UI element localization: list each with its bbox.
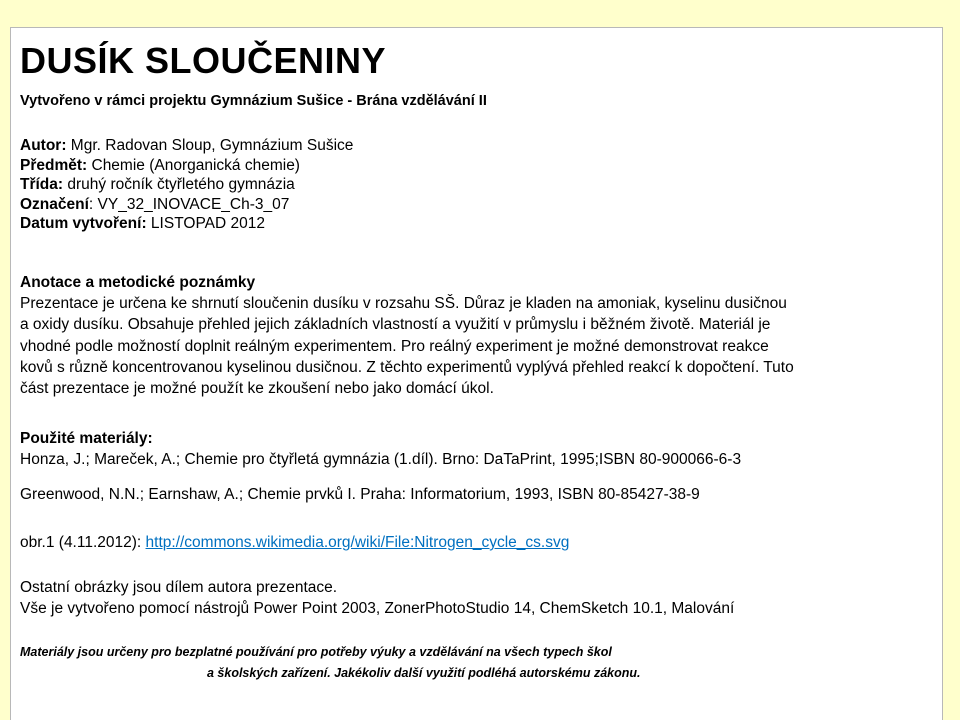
annotation-line: a oxidy dusíku. Obsahuje přehled jejich základních vlastností a využití v průmyslu i běžném životě. Materiál je [20, 316, 771, 334]
page-title: DUSÍK SLOUČENINY [20, 40, 387, 81]
reference-image [20, 534, 569, 552]
project-subtitle: Vytvořeno v rámci projektu Gymnázium Sušice - Brána vzdělávání II [20, 93, 487, 109]
code-line [20, 195, 353, 215]
disclaimer-line: Materiály jsou určeny pro bezplatné používání pro potřeby výuky a vzdělávání na všech typech škol [20, 645, 612, 659]
annotation-line: vhodné podle možností doplnit reálným experimentem. Pro reálný experiment je možné demonstrovat reakce [20, 337, 769, 355]
class-line [20, 175, 353, 195]
class-label: Třída: [20, 176, 64, 193]
author-label: Autor: [20, 137, 67, 154]
code-value: : VY_32_INOVACE_Ch-3_07 [88, 195, 290, 213]
author-line [20, 136, 353, 156]
annotation-line: kovů s různě koncentrovanou kyselinou dusičnou. Z těchto experimentů vyplývá přehled reakcí k dopočtení. Tuto [20, 358, 794, 376]
tools-note: Vše je vytvořeno pomocí nástrojů Power Point 2003, ZonerPhotoStudio 14, ChemSketch 10.1, Malování [20, 600, 735, 617]
subject-label: Předmět: [20, 156, 88, 174]
wikimedia-link[interactable]: http://commons.wikimedia.org/wiki/File:Nitrogen_cycle_cs.svg [145, 534, 570, 551]
author-value: Mgr. Radovan Sloup, Gymnázium Sušice [66, 137, 354, 154]
annotation-heading: Anotace a metodické poznámky [20, 274, 256, 291]
reference-greenwood: Greenwood, N.N.; Earnshaw, A.; Chemie prvků I. Praha: Informatorium, 1993, ISBN 80-85427-38-9 [20, 486, 700, 503]
subject-line [20, 156, 353, 176]
metadata-block [20, 136, 353, 234]
code-label: Označení [20, 195, 89, 213]
reference-honza: Honza, J.; Mareček, A.; Chemie pro čtyřletá gymnázia (1.díl). Brno: DaTaPrint, 1995;ISBN 80-900066-6-3 [20, 451, 742, 468]
disclaimer-line: a školských zařízení. Jakékoliv další využití podléhá autorskému zákonu. [207, 666, 641, 680]
license-disclaimer [20, 642, 641, 684]
other-notes [20, 577, 734, 619]
images-author-note: Ostatní obrázky jsou dílem autora prezentace. [20, 579, 338, 596]
date-value: LISTOPAD 2012 [146, 215, 265, 232]
class-value: druhý ročník čtyřletého gymnázia [63, 176, 295, 193]
materials-heading: Použité materiály: [20, 430, 153, 447]
date-line [20, 214, 353, 234]
materials-block [20, 428, 741, 470]
date-label: Datum vytvoření: [20, 215, 147, 232]
reference-image-prefix: obr.1 (4.11.2012): [20, 534, 146, 551]
subject-value: Chemie (Anorganická chemie) [87, 156, 300, 174]
annotation-block [20, 272, 950, 399]
annotation-line: Prezentace je určena ke shrnutí sloučenin dusíku v rozsahu SŠ. Důraz je kladen na amoniak, kyselinu dusičnou [20, 295, 787, 313]
annotation-line: část prezentace je možné použít ke zkoušení nebo jako domácí úkol. [20, 380, 494, 398]
